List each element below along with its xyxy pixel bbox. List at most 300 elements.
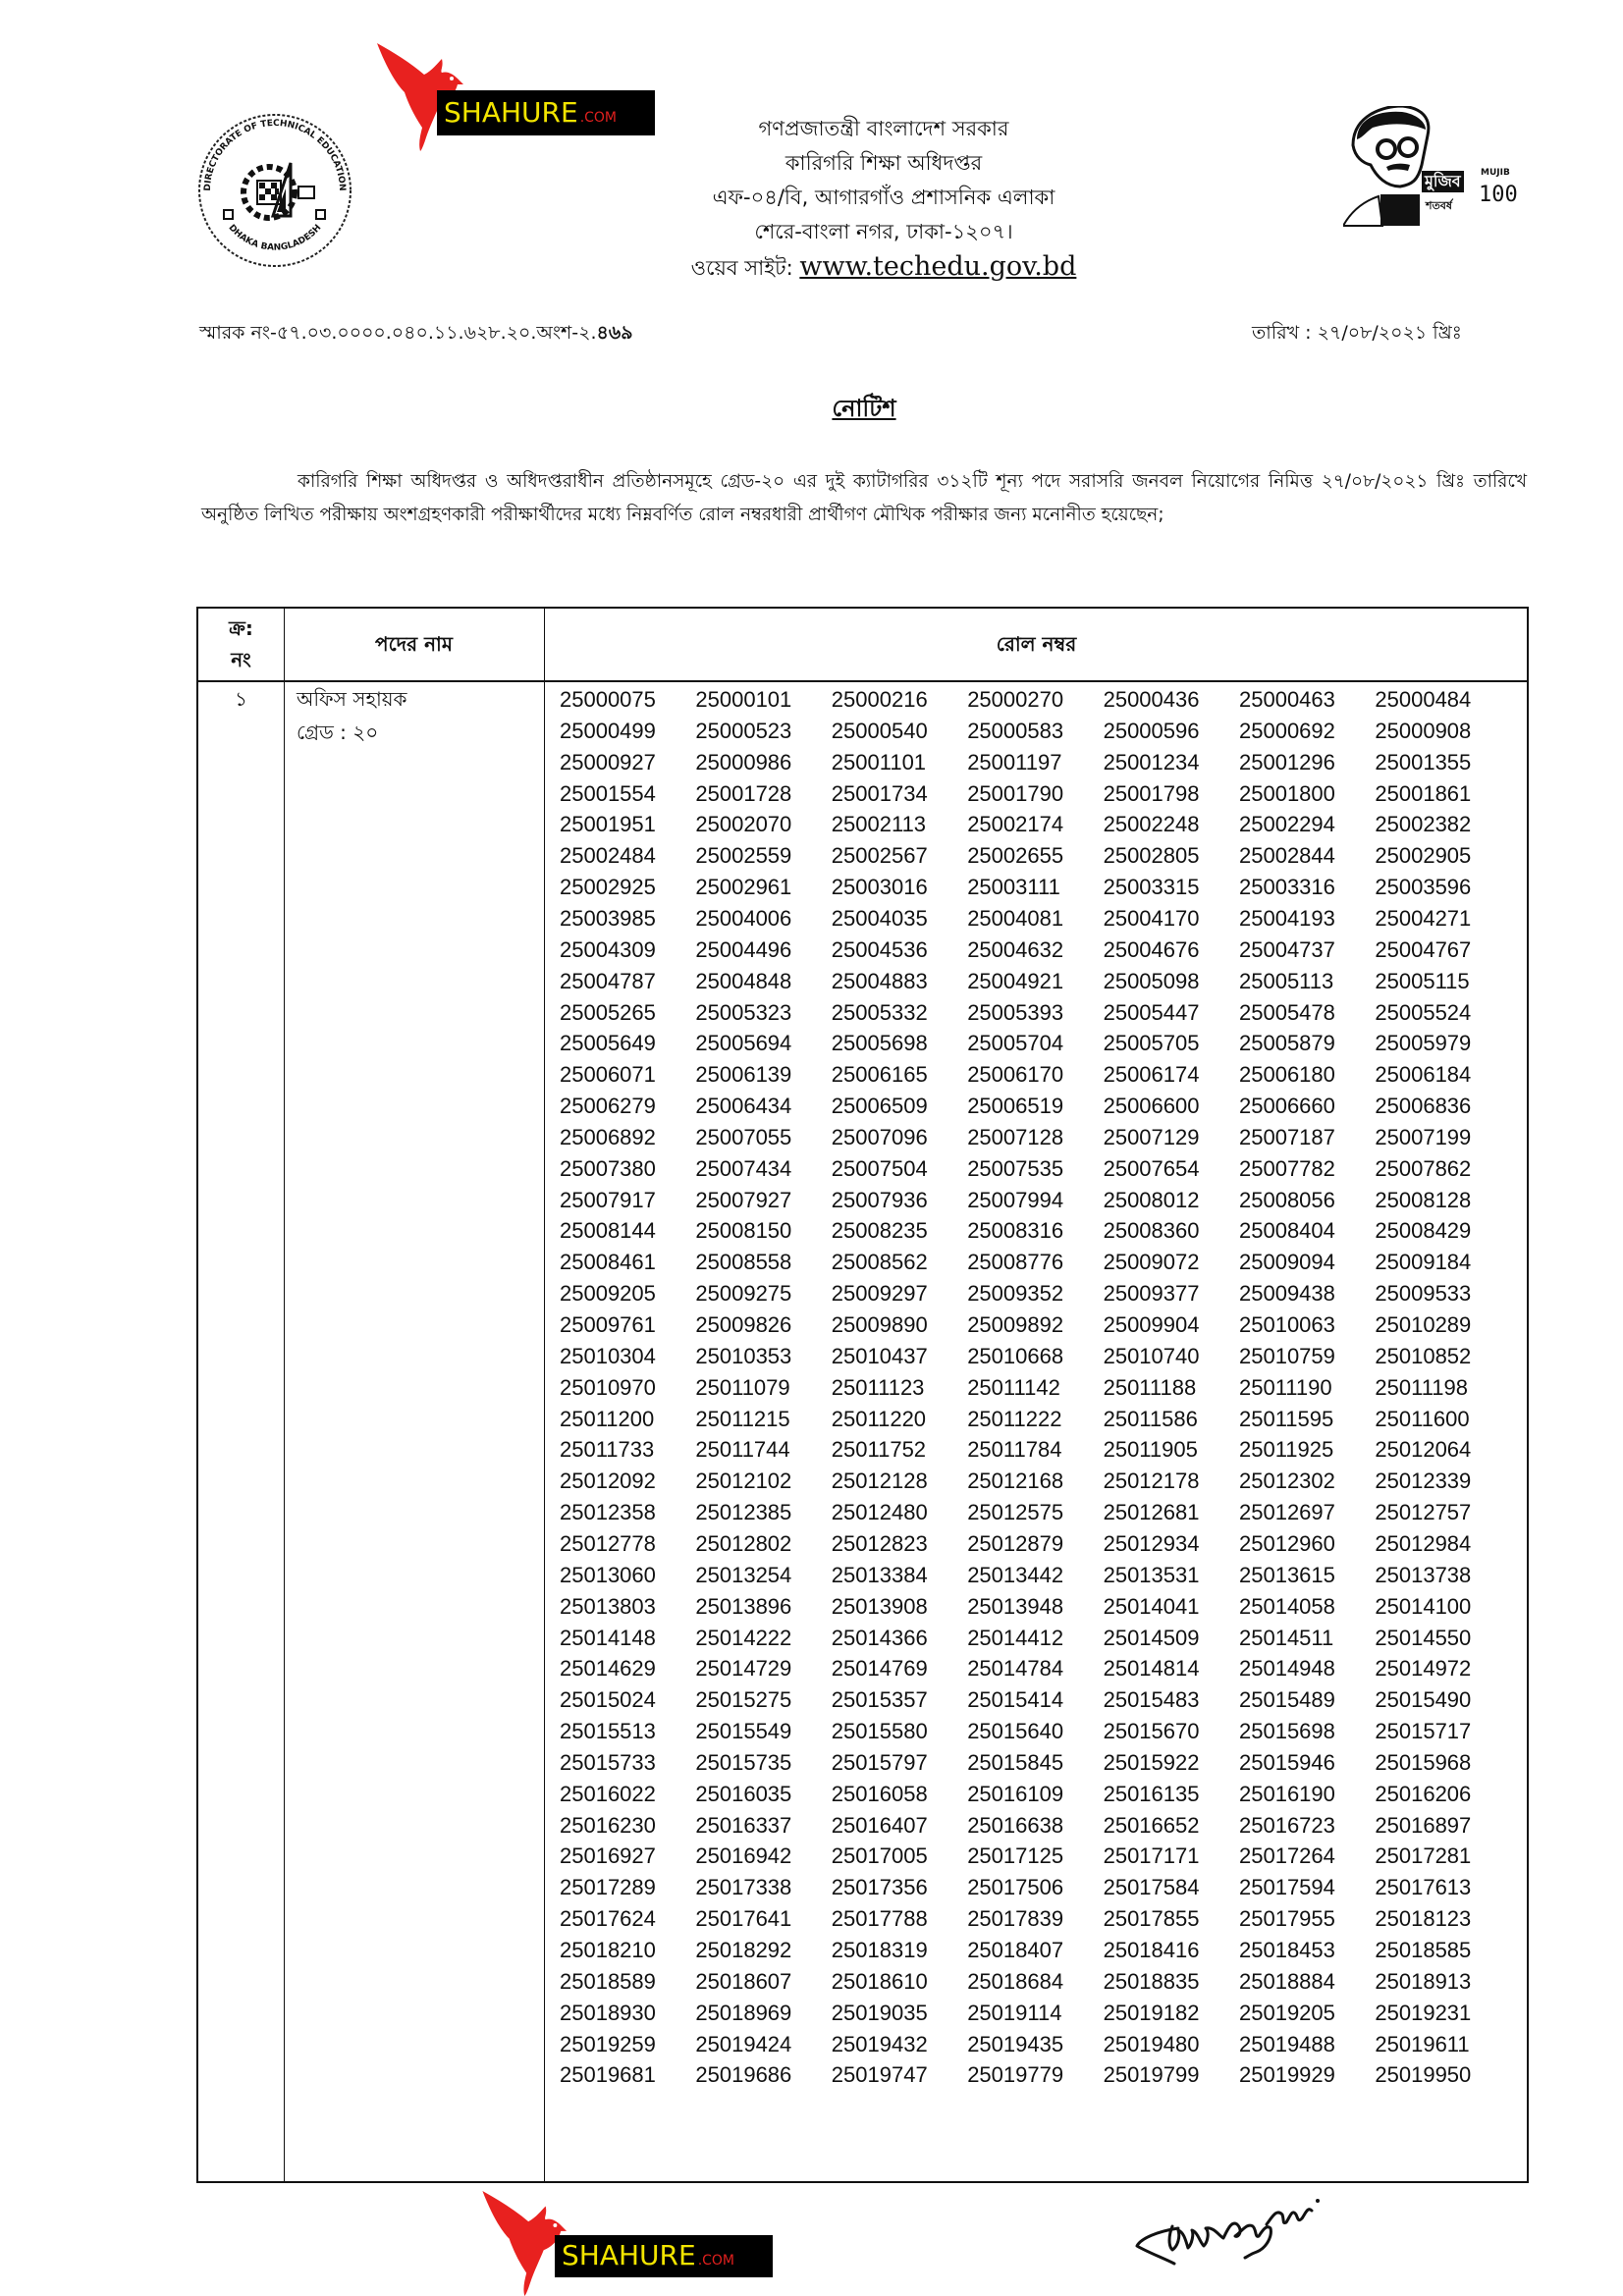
- roll-number: 25000101: [695, 687, 792, 712]
- roll-number: 25015483: [1103, 1687, 1200, 1713]
- watermark-tld-text: .COM: [697, 2253, 735, 2269]
- roll-number: 25004632: [967, 936, 1064, 962]
- roll-number: 25009352: [967, 1281, 1064, 1307]
- roll-number: 25014511: [1239, 1625, 1334, 1650]
- roll-number: 25016942: [695, 1843, 792, 1869]
- roll-number: 25019686: [695, 2062, 792, 2088]
- roll-number: 25011222: [967, 1406, 1062, 1431]
- roll-number: 25003016: [831, 875, 928, 900]
- roll-number: 25000927: [560, 749, 656, 774]
- roll-number: 25017506: [967, 1875, 1064, 1900]
- shahure-watermark-bottom: [479, 2189, 774, 2296]
- roll-number: 25002382: [1375, 812, 1472, 837]
- roll-number: 25015357: [831, 1687, 928, 1713]
- roll-number: 25015922: [1103, 1749, 1200, 1775]
- watermark-tld-text: .COM: [579, 110, 618, 126]
- roll-number: 25007535: [967, 1155, 1064, 1181]
- roll-number: 25018930: [560, 2000, 656, 2025]
- roll-number: 25006174: [1103, 1062, 1200, 1088]
- roll-number: 25016109: [967, 1781, 1064, 1806]
- roll-number: 25016058: [831, 1781, 928, 1806]
- roll-number: 25005115: [1375, 968, 1470, 993]
- roll-number: 25001734: [831, 780, 928, 806]
- roll-number: 25009184: [1375, 1250, 1472, 1275]
- roll-number: 25014948: [1239, 1656, 1335, 1682]
- roll-number: 25016337: [695, 1812, 792, 1838]
- roll-number: 25009275: [695, 1281, 792, 1307]
- roll-number: 25019681: [560, 2062, 656, 2088]
- roll-number: 25002961: [695, 875, 792, 900]
- roll-number: 25019035: [831, 2000, 928, 2025]
- roll-number: 25012934: [1103, 1530, 1200, 1556]
- roll-number: 25007862: [1375, 1155, 1472, 1181]
- header-government-name: গণপ্রজাতন্ত্রী বাংলাদেশ সরকার: [758, 117, 1009, 140]
- roll-number: 25009377: [1103, 1281, 1200, 1307]
- roll-number: 25019205: [1239, 2000, 1335, 2025]
- roll-number: 25013908: [831, 1593, 928, 1619]
- roll-number: 25015845: [967, 1749, 1064, 1775]
- website-link[interactable]: www.techedu.gov.bd: [799, 251, 1077, 282]
- roll-number: 25004035: [831, 905, 928, 931]
- roll-number: 25017264: [1239, 1843, 1335, 1869]
- roll-number: 25009205: [560, 1281, 656, 1307]
- roll-number: 25011595: [1239, 1406, 1334, 1431]
- roll-number: 25019480: [1103, 2031, 1200, 2056]
- roll-number: 25005113: [1239, 968, 1334, 993]
- roll-number: 25009297: [831, 1281, 928, 1307]
- roll-number: 25008128: [1375, 1187, 1472, 1212]
- roll-number: 25002905: [1375, 843, 1472, 869]
- row-grade: গ্রেড : ২০: [297, 721, 379, 744]
- roll-number: 25017955: [1239, 1906, 1335, 1932]
- roll-number: 25010970: [560, 1374, 656, 1400]
- roll-number: 25018585: [1375, 1938, 1472, 1962]
- roll-number: 25014041: [1103, 1593, 1200, 1619]
- directorate-seal-logo: [196, 112, 353, 269]
- roll-number: 25018610: [831, 1968, 928, 1994]
- roll-number: 25018969: [695, 2000, 792, 2025]
- roll-number: 25015735: [695, 1749, 792, 1775]
- watermark-brand: [562, 2239, 734, 2277]
- roll-number: 25017839: [967, 1906, 1064, 1932]
- roll-number: 25015489: [1239, 1687, 1335, 1713]
- roll-number: 25014148: [560, 1625, 656, 1650]
- roll-number: 25006660: [1239, 1094, 1335, 1119]
- roll-number: 25011142: [967, 1374, 1060, 1400]
- roll-number: 25000908: [1375, 718, 1472, 743]
- roll-number: 25017613: [1375, 1875, 1472, 1900]
- roll-number: 25012879: [967, 1530, 1064, 1556]
- roll-number: 25018210: [560, 1938, 656, 1962]
- roll-number: 25009892: [967, 1312, 1064, 1337]
- roll-number: 25016230: [560, 1812, 656, 1838]
- roll-number: 25012778: [560, 1530, 656, 1556]
- roll-number: 25018607: [695, 1968, 792, 1994]
- roll-number: 25002655: [967, 843, 1064, 869]
- roll-number: 25008316: [967, 1218, 1064, 1244]
- roll-number: 25004787: [560, 968, 656, 993]
- roll-number: 25011784: [967, 1437, 1062, 1463]
- roll-number: 25012984: [1375, 1530, 1472, 1556]
- roll-number: 25012102: [695, 1468, 792, 1494]
- roll-number: 25004848: [695, 968, 792, 993]
- roll-number: 25017338: [695, 1875, 792, 1900]
- roll-number: 25000692: [1239, 718, 1335, 743]
- roll-number: 25011190: [1239, 1374, 1332, 1400]
- roll-number: 25001861: [1375, 780, 1472, 806]
- roll-number: 25007654: [1103, 1155, 1200, 1181]
- roll-number: 25011905: [1103, 1437, 1198, 1463]
- roll-number: 25005524: [1375, 999, 1472, 1025]
- roll-number: 25012092: [560, 1468, 656, 1494]
- roll-number: 25004737: [1239, 936, 1335, 962]
- roll-number: 25019259: [560, 2031, 656, 2056]
- roll-number: 25014100: [1375, 1593, 1472, 1619]
- roll-number: 25005393: [967, 999, 1064, 1025]
- roll-number: 25005649: [560, 1031, 656, 1056]
- roll-number: 25006071: [560, 1062, 656, 1088]
- roll-number: 25012168: [967, 1468, 1064, 1494]
- roll-number: 25009890: [831, 1312, 928, 1337]
- roll-number: 25001790: [967, 780, 1064, 806]
- roll-number: 25019424: [695, 2031, 792, 2056]
- col-divider-2: [544, 609, 545, 2181]
- roll-number: 25016022: [560, 1781, 656, 1806]
- roll-number: 25001101: [831, 749, 927, 774]
- roll-number: 25003596: [1375, 875, 1472, 900]
- roll-number: 25017641: [695, 1906, 792, 1932]
- roll-number: 25015549: [695, 1719, 792, 1744]
- roll-number: 25017005: [831, 1843, 928, 1869]
- roll-number: 25015968: [1375, 1749, 1472, 1775]
- roll-number: 25008360: [1103, 1218, 1200, 1244]
- roll-number: 25004883: [831, 968, 928, 993]
- roll-number: 25007917: [560, 1187, 656, 1212]
- roll-number: 25002113: [831, 812, 927, 837]
- roll-number: 25004006: [695, 905, 792, 931]
- roll-number: 25006180: [1239, 1062, 1335, 1088]
- roll-number: 25009072: [1103, 1250, 1200, 1275]
- roll-number: 25000986: [695, 749, 792, 774]
- roll-number: 25004193: [1239, 905, 1335, 931]
- memo-reference: [199, 319, 633, 347]
- roll-number: 25011752: [831, 1437, 927, 1463]
- roll-number: 25017281: [1375, 1843, 1472, 1869]
- header-serial-line2: নং: [231, 648, 251, 671]
- roll-number: 25015024: [560, 1687, 656, 1713]
- roll-number: 25008144: [560, 1218, 656, 1244]
- roll-number: 25013615: [1239, 1562, 1335, 1587]
- roll-number: 25008461: [560, 1250, 656, 1275]
- roll-number: 25002248: [1103, 812, 1200, 837]
- roll-number: 25010063: [1239, 1312, 1335, 1337]
- roll-number: 25004536: [831, 936, 928, 962]
- roll-number: 25003315: [1103, 875, 1200, 900]
- roll-number: 25013896: [695, 1593, 792, 1619]
- roll-number: 25002070: [695, 812, 792, 837]
- roll-number: 25014972: [1375, 1656, 1472, 1682]
- roll-number: 25011220: [831, 1406, 927, 1431]
- roll-number: 25019488: [1239, 2031, 1335, 2056]
- notice-body: কারিগরি শিক্ষা অধিদপ্তর ও অধিদপ্তরাধীন প্রতিষ্ঠানসমূহে গ্রেড-২০ এর দুই ক্যাটাগরির ৩১২টি শূন্য পদে সরাসরি জনবল নিয়োগের নিমিত্ত ২৭/০৮/২০২১ খ্রিঃ তারিখে অনুষ্ঠিত লিখিত পরীক্ষায় অংশগ্রহণকারী পরীক্ষার্থীদের মধ্যে নিম্নবর্ণিত রোল নম্বরধারী প্রার্থীগণ মৌখিক পরীক্ষার জন্য মনোনীত হয়েছেন;: [201, 471, 1527, 525]
- roll-number: 25004081: [967, 905, 1064, 931]
- roll-number: 25010353: [695, 1343, 792, 1368]
- roll-number: 25000436: [1103, 687, 1200, 712]
- roll-number: 25013254: [695, 1562, 792, 1587]
- memo-date: তারিখ : ২৭/০৮/২০২১ খ্রিঃ: [1252, 322, 1462, 344]
- roll-number: 25017624: [560, 1906, 656, 1932]
- roll-number: 25007187: [1239, 1124, 1335, 1149]
- roll-number: 25012681: [1103, 1500, 1200, 1525]
- roll-number: 25001296: [1239, 749, 1335, 774]
- roll-number: 25015414: [967, 1687, 1064, 1713]
- roll-number: 25013948: [967, 1593, 1064, 1619]
- roll-number: 25008235: [831, 1218, 928, 1244]
- roll-number: 25015946: [1239, 1749, 1335, 1775]
- roll-number: 25005265: [560, 999, 656, 1025]
- roll-number: 25002805: [1103, 843, 1200, 869]
- roll-number: 25000463: [1239, 687, 1335, 712]
- roll-number: 25008429: [1375, 1218, 1472, 1244]
- roll-number: 25010759: [1239, 1343, 1335, 1368]
- header-serial: [198, 613, 284, 675]
- roll-number: 25002559: [695, 843, 792, 869]
- roll-number: 25005323: [695, 999, 792, 1025]
- roll-number: 25012802: [695, 1530, 792, 1556]
- roll-number: 25004496: [695, 936, 792, 962]
- selected-candidates-table: [196, 607, 1529, 2183]
- roll-number: 25011600: [1375, 1406, 1470, 1431]
- roll-number: 25017125: [967, 1843, 1064, 1869]
- roll-number: 25014814: [1103, 1656, 1200, 1682]
- roll-number: 25017171: [1103, 1843, 1200, 1869]
- watermark-brand-text: SHAHURE: [444, 96, 578, 129]
- roll-number: 25012823: [831, 1530, 928, 1556]
- roll-number: 25015275: [695, 1687, 792, 1713]
- roll-number: 25006600: [1103, 1094, 1200, 1119]
- roll-number: 25006170: [967, 1062, 1064, 1088]
- roll-number: 25005447: [1103, 999, 1200, 1025]
- memo-reference-number: ৪৬৯: [596, 322, 633, 344]
- roll-number: 25004921: [967, 968, 1064, 993]
- roll-number: 25011215: [695, 1406, 790, 1431]
- roll-number: 25011733: [560, 1437, 655, 1463]
- roll-number: 25013384: [831, 1562, 928, 1587]
- row-serial: ১: [235, 687, 247, 711]
- roll-number: 25012358: [560, 1500, 656, 1525]
- roll-number: 25008776: [967, 1250, 1064, 1275]
- mujib-num-text: 100: [1479, 183, 1518, 207]
- roll-number: 25007434: [695, 1155, 792, 1181]
- roll-number: 25016927: [560, 1843, 656, 1869]
- roll-number: 25015513: [560, 1719, 656, 1744]
- roll-number: 25015717: [1375, 1719, 1472, 1744]
- roll-number: 25000216: [831, 687, 928, 712]
- roll-number: 25015640: [967, 1719, 1064, 1744]
- roll-number: 25015670: [1103, 1719, 1200, 1744]
- header-serial-line1: ক্র:: [229, 616, 253, 640]
- roll-number: 25007994: [967, 1187, 1064, 1212]
- roll-number: 25005879: [1239, 1031, 1335, 1056]
- roll-number: 25005332: [831, 999, 928, 1025]
- roll-number: 25018589: [560, 1968, 656, 1994]
- roll-number: 25004271: [1375, 905, 1472, 931]
- roll-number: 25016638: [967, 1812, 1064, 1838]
- roll-number: 25010437: [831, 1343, 928, 1368]
- roll-number: 25016652: [1103, 1812, 1200, 1838]
- roll-number: 25012302: [1239, 1468, 1335, 1494]
- roll-number: 25006279: [560, 1094, 656, 1119]
- roll-number: 25019114: [967, 2000, 1062, 2025]
- signature-image: [1129, 2187, 1414, 2270]
- col-divider-1: [284, 609, 285, 2181]
- roll-number: 25006509: [831, 1094, 928, 1119]
- roll-number: 25014550: [1375, 1625, 1472, 1650]
- memo-reference-prefix: স্মারক নং-৫৭.০৩.০০০০.০৪০.১১.৬২৮.২০.অংশ-২.: [199, 322, 597, 344]
- roll-number: 25011123: [831, 1374, 925, 1400]
- roll-number: 25011198: [1375, 1374, 1469, 1400]
- roll-number: 25003316: [1239, 875, 1335, 900]
- roll-number: 25004767: [1375, 936, 1472, 962]
- roll-number: 25009826: [695, 1312, 792, 1337]
- roll-number: 25019182: [1103, 2000, 1200, 2025]
- roll-number: 25010289: [1375, 1312, 1472, 1337]
- roll-number: 25002844: [1239, 843, 1335, 869]
- roll-number: 25017855: [1103, 1906, 1200, 1932]
- roll-number: 25014769: [831, 1656, 928, 1682]
- roll-number: 25002294: [1239, 812, 1335, 837]
- roll-number: 25016035: [695, 1781, 792, 1806]
- roll-number: 25011188: [1103, 1374, 1197, 1400]
- roll-number: 25012178: [1103, 1468, 1200, 1494]
- roll-number: 25019929: [1239, 2062, 1335, 2088]
- roll-number: 25005979: [1375, 1031, 1472, 1056]
- roll-number: 25006836: [1375, 1094, 1472, 1119]
- roll-number: 25005478: [1239, 999, 1335, 1025]
- roll-number: 25013531: [1103, 1562, 1200, 1587]
- roll-number: 25000075: [560, 687, 656, 712]
- roll-number: 25012385: [695, 1500, 792, 1525]
- roll-number: 25014058: [1239, 1593, 1335, 1619]
- roll-number: 25014412: [967, 1625, 1064, 1650]
- roll-number: 25001355: [1375, 749, 1472, 774]
- roll-number: 25002174: [967, 812, 1064, 837]
- roll-number: 25011586: [1103, 1406, 1198, 1431]
- roll-number: 25000583: [967, 718, 1064, 743]
- roll-number: 25010740: [1103, 1343, 1200, 1368]
- roll-number: 25001951: [560, 812, 656, 837]
- roll-number: 25012960: [1239, 1530, 1335, 1556]
- roll-number: 25018416: [1103, 1938, 1200, 1962]
- roll-number: 25009094: [1239, 1250, 1335, 1275]
- roll-number: 25000523: [695, 718, 792, 743]
- roll-number: 25019779: [967, 2062, 1064, 2088]
- roll-number: 25000270: [967, 687, 1064, 712]
- roll-number: 25003985: [560, 905, 656, 931]
- roll-number: 25018407: [967, 1938, 1064, 1962]
- roll-number: 25000540: [831, 718, 928, 743]
- roll-number: 25019231: [1375, 2000, 1472, 2025]
- roll-number: 25016897: [1375, 1812, 1472, 1838]
- roll-number: 25013803: [560, 1593, 656, 1619]
- roll-number: 25010668: [967, 1343, 1064, 1368]
- roll-number: 25018453: [1239, 1938, 1335, 1962]
- roll-number: 25000499: [560, 718, 656, 743]
- roll-number: 25010304: [560, 1343, 656, 1368]
- roll-number: 25015490: [1375, 1687, 1472, 1713]
- roll-number: 25013738: [1375, 1562, 1472, 1587]
- roll-number: 25015733: [560, 1749, 656, 1775]
- roll-number: 25015580: [831, 1719, 928, 1744]
- roll-number: 25004676: [1103, 936, 1200, 962]
- roll-number: 25007936: [831, 1187, 928, 1212]
- svg-text:DHAKA BANGLADESH: [227, 223, 324, 253]
- roll-number: 25008558: [695, 1250, 792, 1275]
- roll-number: 25006434: [695, 1094, 792, 1119]
- header-directorate-name: কারিগরি শিক্ষা অধিদপ্তর: [784, 151, 983, 175]
- roll-number: 25009904: [1103, 1312, 1200, 1337]
- roll-number: 25016135: [1103, 1781, 1200, 1806]
- roll-number: 25016190: [1239, 1781, 1335, 1806]
- roll-number: 25002567: [831, 843, 928, 869]
- watermark-brand-text: SHAHURE: [562, 2239, 696, 2271]
- roll-number: 25019799: [1103, 2062, 1200, 2088]
- roll-number: 25017788: [831, 1906, 928, 1932]
- roll-number: 25016407: [831, 1812, 928, 1838]
- mujib-bn-text: মুজিব: [1422, 171, 1464, 192]
- roll-number: 25005694: [695, 1031, 792, 1056]
- seal-top-text: DIRECTORATE OF TECHNICAL EDUCATION: [202, 118, 348, 191]
- roll-number: 25000596: [1103, 718, 1200, 743]
- roll-number: 25002484: [560, 843, 656, 869]
- roll-number: 25007055: [695, 1124, 792, 1149]
- roll-number: 25001800: [1239, 780, 1335, 806]
- roll-number: 25007128: [967, 1124, 1064, 1149]
- header-roll-number: রোল নম্বর: [996, 632, 1077, 656]
- roll-number: 25008150: [695, 1218, 792, 1244]
- roll-number: 25005698: [831, 1031, 928, 1056]
- roll-number: 25018835: [1103, 1968, 1200, 1994]
- roll-number: 25010852: [1375, 1343, 1472, 1368]
- roll-number: 25007380: [560, 1155, 656, 1181]
- roll-number: 25011200: [560, 1406, 655, 1431]
- roll-number: 25007129: [1103, 1124, 1200, 1149]
- roll-number: 25012480: [831, 1500, 928, 1525]
- roll-number: 25013442: [967, 1562, 1064, 1587]
- roll-number: 25018292: [695, 1938, 792, 1962]
- seal-bottom-text: DHAKA BANGLADESH: [226, 223, 324, 253]
- roll-number: 25004309: [560, 936, 656, 962]
- roll-number: 25009438: [1239, 1281, 1335, 1307]
- roll-number: 25007927: [695, 1187, 792, 1212]
- roll-number: 25009533: [1375, 1281, 1472, 1307]
- header-divider: [198, 680, 1527, 682]
- roll-number: 25019747: [831, 2062, 928, 2088]
- roll-number: 25014366: [831, 1625, 928, 1650]
- roll-number: 25008056: [1239, 1187, 1335, 1212]
- roll-number: 25012128: [831, 1468, 928, 1494]
- roll-number: 25011744: [695, 1437, 790, 1463]
- roll-number: 25005098: [1103, 968, 1200, 993]
- roll-number: 25017356: [831, 1875, 928, 1900]
- roll-number: 25007782: [1239, 1155, 1335, 1181]
- row-post-name: অফিস সহায়ক: [297, 687, 407, 711]
- roll-number: 25003111: [967, 875, 1060, 900]
- roll-number: 25014222: [695, 1625, 792, 1650]
- roll-number: 25000484: [1375, 687, 1472, 712]
- roll-number: 25001728: [695, 780, 792, 806]
- roll-number: 25015698: [1239, 1719, 1335, 1744]
